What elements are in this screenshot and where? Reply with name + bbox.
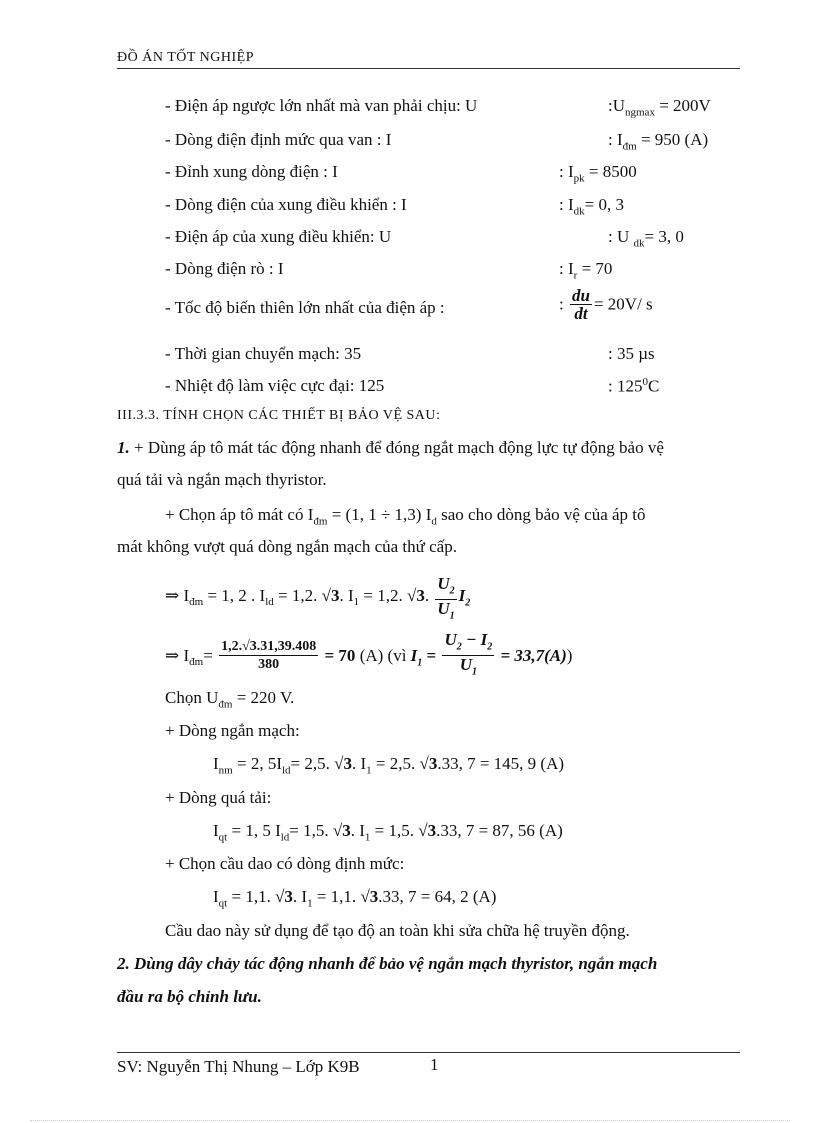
- footer-rule: [117, 1052, 740, 1053]
- spec-label: - Dòng điện của xung điều khiển : I: [165, 195, 407, 214]
- page-edge: [30, 1120, 790, 1121]
- spec-value: : 35 µs: [608, 344, 655, 363]
- section-title: III.3.3. TÍNH CHỌN CÁC THIẾT BỊ BẢO VỆ SAU:: [117, 408, 441, 423]
- spec-label: - Đỉnh xung dòng điện : I: [165, 162, 338, 181]
- spec-value: : $I_{đm} = 950$ (A): [608, 130, 709, 153]
- du-dt-fraction: $\frac{du}{dt}$: [571, 286, 590, 323]
- equation-qt: $I_{qt} = 1$, 5 $I_{ld}= 1,5$. √3. $I_1 = 1,5$. √3.33, 7 = 87, 56 (A): [213, 821, 563, 844]
- spec-label: - Điện áp ngược lớn nhất mà van phải chịu: U: [165, 96, 478, 115]
- header-rule: [117, 68, 740, 69]
- spec-label: - Tốc độ biến thiên lớn nhất của điện áp :: [165, 298, 445, 317]
- paragraph-line: 1. + Dùng áp tô mát tác động nhanh để đóng ngắt mạch động lực tự động bảo vệ: [117, 438, 664, 457]
- equation-cd: $I_{qt} = 1,1$. √3. $I_1 = 1,1$. √3.33, 7 = 64, 2 (A): [213, 887, 497, 910]
- paragraph-line: mát không vượt quá dòng ngắn mạch của thứ cấp.: [117, 537, 457, 556]
- spec-label: - Điện áp của xung điều khiển: U: [165, 227, 392, 246]
- equation-1: ⇒ $I_{đm} = 1$, 2 . $I_{ld} = 1,2$. √3. $I_1 = 1,2$. √3. $\frac{U_2}{U_1}$ $I_2$: [165, 572, 470, 622]
- spec-value: : $I_{dk}= 0$, 3: [559, 195, 624, 218]
- paragraph-line: + Dòng ngắn mạch:: [165, 721, 300, 740]
- main-fraction: $\frac{1,2.√3.31,39.408}{380}$: [221, 639, 317, 673]
- footer-author: SV: Nguyễn Thị Nhung – Lớp K9B: [117, 1057, 360, 1076]
- spec-value: : U $_{dk}$= 3, 0: [608, 227, 684, 250]
- spec-value: : $125^0C$: [608, 376, 660, 396]
- sqrt-symbol: √3: [406, 585, 425, 605]
- paragraph-line: Cầu dao này sử dụng để tạo độ an toàn khi sửa chữa hệ truyền động.: [165, 921, 630, 940]
- equation-2: ⇒ $I_{đm}=$ $\frac{1,2.√3.31,39.408}{380}$ = 70 (A) (vì $I_1$ = $\frac{U_2 - I_2}{U_1}$ = 33,7(A)): [165, 632, 572, 682]
- spec-label: - Thời gian chuyển mạch: 35: [165, 344, 362, 363]
- spec-value: : $I_r = 70$: [559, 259, 613, 282]
- paragraph-line: quá tải và ngắn mạch thyristor.: [117, 470, 327, 489]
- paragraph-line: + Chọn cầu dao có dòng định mức:: [165, 854, 405, 873]
- page-header-title: ĐỒ ÁN TỐT NGHIỆP: [117, 50, 254, 65]
- spec-label: - Nhiệt độ làm việc cực đại: 125: [165, 376, 385, 395]
- spec-value: $:U_{ngmax} = 200V$: [608, 96, 711, 119]
- u2-u1-fraction: $\frac{U_2}{U_1}$: [437, 574, 455, 622]
- u2-i2-fraction: $\frac{U_2 - I_2}{U_1}$: [444, 630, 493, 678]
- equation-nm: $I_{nm} = 2$, $5I_{ld}= 2,5$. √3. $I_1 = 2,5$. √3.33, 7 = 145, 9 (A): [213, 754, 565, 777]
- paragraph-line: đầu ra bộ chỉnh lưu.: [117, 987, 262, 1006]
- paragraph-line: 2. Dùng dây chảy tác động nhanh để bảo vệ ngắn mạch thyristor, ngắn mạch: [117, 954, 658, 973]
- paragraph-line: + Dòng quá tải:: [165, 788, 272, 807]
- page-number: 1: [430, 1055, 439, 1074]
- paragraph-line: + Chọn áp tô mát có $I_{đm} = (1$, 1 ÷ 1,3) $I_d$ sao cho dòng bảo vệ của áp tô: [165, 505, 646, 528]
- spec-label: - Dòng điện rò : I: [165, 259, 284, 278]
- spec-value: : $I_{pk} = 8500$: [559, 162, 637, 185]
- spec-label: - Dòng điện định mức qua van : I: [165, 130, 392, 149]
- paragraph-line: Chọn $U_{đm} = 220$ V.: [165, 688, 295, 711]
- sqrt-symbol: √3: [321, 585, 340, 605]
- spec-value: : $\frac{du}{dt}$ = 20V/ s: [559, 286, 653, 323]
